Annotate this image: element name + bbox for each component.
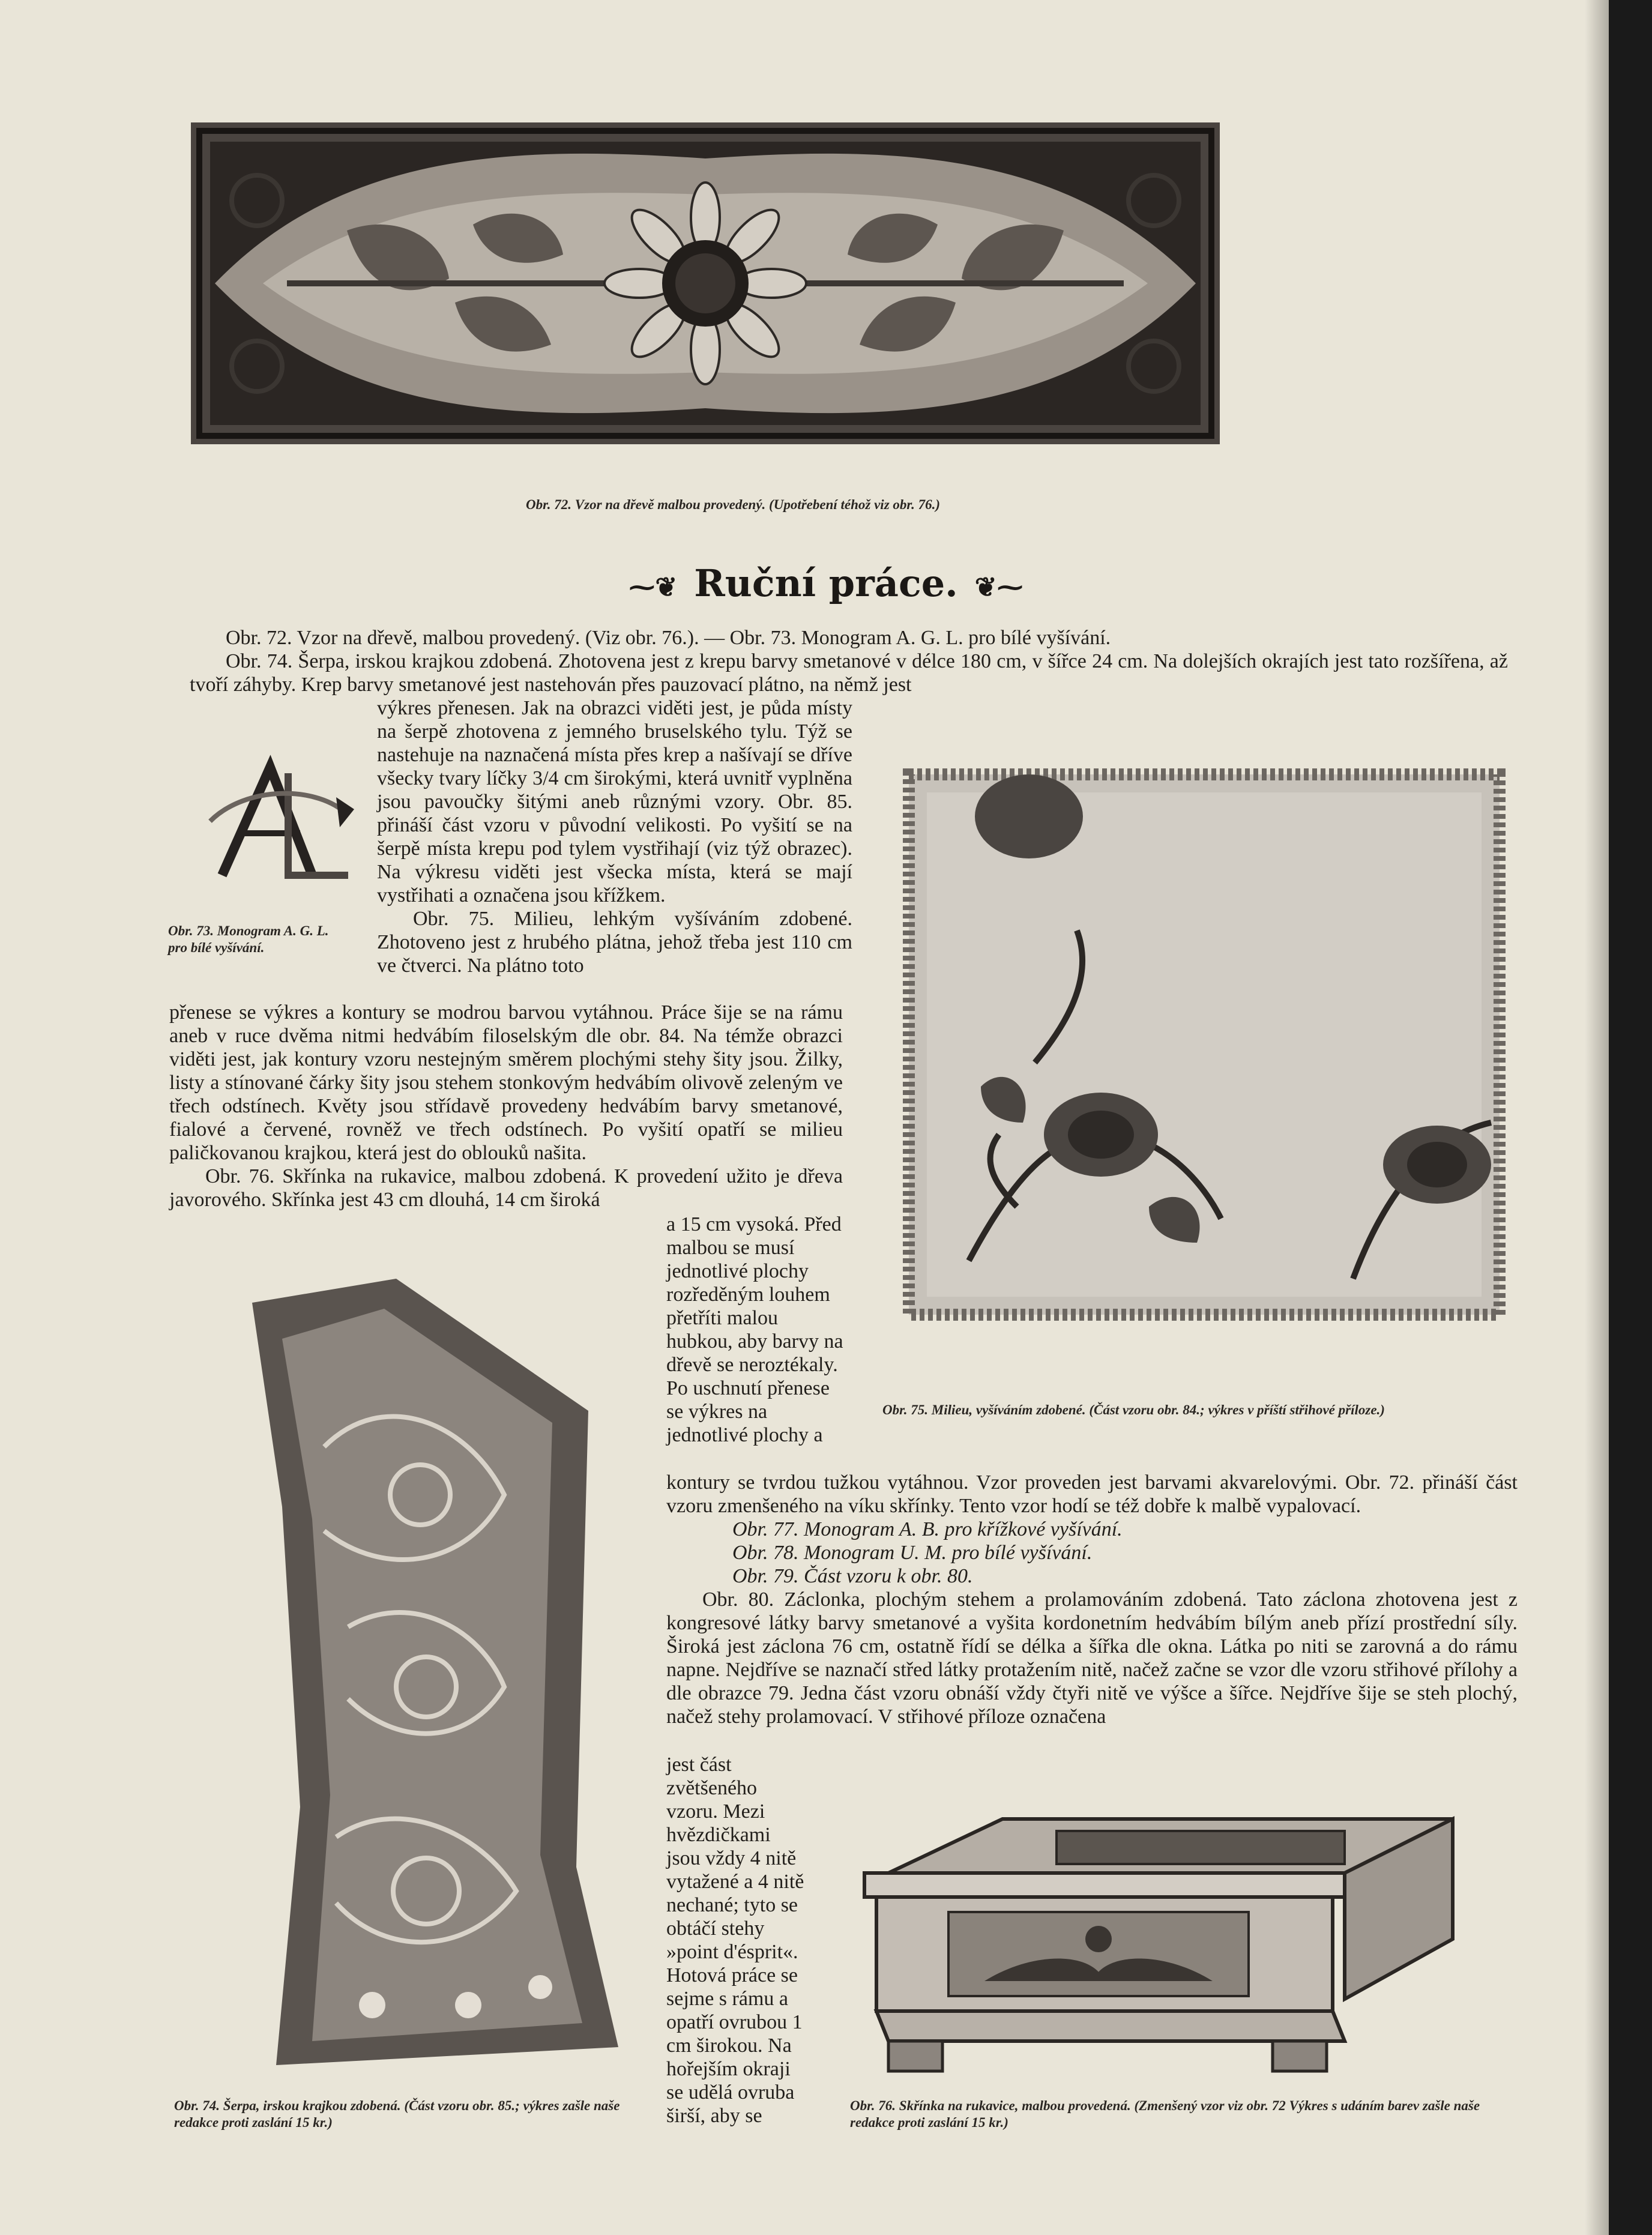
column-text-2 [169, 1001, 843, 1211]
intro-text [190, 626, 1508, 696]
paragraph-5: přenese se výkres a kontury se modrou barvou vytáhnou. Práce šije se na rámu aneb v ruce dvěma nitmi hedvábím filoselským dle obr. 84. Na témže obrazci viděti jest, jak kontury vzoru nestejným směrem plochými stehy šity jsou. Žilky, listy a stínované čárky šity jsou stehem stonkovým hedvábím olivově zeleným ve třech odstínech. Květy jsou střídavě provedeny hedvábím barvy smetanové, fialové a červené, rovněž ve třech odstínech. Po vyšití opatří se milieu paličkovanou krajkou, která jest do oblouků našita. [169, 1001, 843, 1164]
paragraph-3: výkres přenesen. Jak na obrazci viděti jest, je půda místy na šerpě zhotovena z jemného bruselského tylu. Týž se nastehuje na naznačená místa přes krep a našívají se dříve všecky tvary líčky 3/4 cm širokými, která uvnitř vyplněna jsou pavoučky šitými aneb různými vzory. Obr. 85. přináší část vzoru v původní velikosti. Po vyšití se na šerpě místa krepu pod tylem vystřihají (viz týž obrazec). Na výkresu viděti jest všecka místa, která se mají vystřihati a označena jsou křížkem. [377, 697, 852, 906]
paragraph-7: a 15 cm vysoká. Před malbou se musí jednotlivé plochy rozředěným louhem přetříti malou hubkou, aby barvy na dřevě se neroztékaly. Po uschnutí přenese se výkres na jednotlivé plochy a [666, 1213, 843, 1446]
monogram-agl-illustration [198, 749, 364, 893]
section-title-text: Ruční práce. [694, 561, 958, 605]
page-edge-dark [1609, 0, 1652, 2235]
figure-74-caption: Obr. 74. Šerpa, irskou krajkou zdobená. (Část vzoru obr. 85.; výkres zašle naše redakce proti zaslání 15 kr.) [174, 2098, 620, 2130]
glove-box-illustration [852, 1801, 1459, 2089]
figure-76-caption: Obr. 76. Skřínka na rukavice, malbou provedená. (Zmenšený vzor viz obr. 72 Výkres s udáním barev zašle naše redakce proti zaslání 15 kr.) [850, 2098, 1480, 2130]
narrow-column-text-2 [666, 1753, 808, 2128]
embroidered-milieu-illustration [897, 750, 1512, 1327]
sunflower-panel-illustration [191, 122, 1220, 444]
ornament-left-icon: ⁓❦ [629, 572, 678, 603]
paragraph-13: jest část zvětšeného vzoru. Mezi hvězdičkami jsou vždy 4 nitě vytažené a 4 nitě nechané; tyto se obtáčí stehy »point d'ésprit«. Hotová práce se sejme s rámu a opatří ovrubou 1 cm širokou. Na hořejším okraji se udělá ovruba širší, aby se [666, 1754, 804, 2127]
paragraph-11: Obr. 79. Část vzoru k obr. 80. [732, 1565, 973, 1587]
ornament-right-icon: ❦⁓ [974, 572, 1023, 603]
paragraph-12: Obr. 80. Záclonka, plochým stehem a prolamováním zdobená. Tato záclona zhotovena jest z kongresové látky barvy smetanové a vyšita kordonetním hedvábím bílým aneb přízí prostřední síly. Široká jest záclona 76 cm, ostatně řídí se délka a šířka dle okna. Látka po niti se zarovná a do rámu napne. Nejdříve se naznačí střed látky protažením nitě, načež začne se vzor dle vzoru střihové přílohy a dle obrazce 79. Jedna část vzoru obnáší vždy čtyři nitě ve výšce a šířce. Nejdříve šije se steh plochý, načež stehy prolamovací. V střihové příloze označena [666, 1588, 1518, 1728]
figure-72-caption: Obr. 72. Vzor na dřevě malbou provedený. (Upotřebení téhož viz obr. 76.) [526, 497, 940, 512]
figure-75-caption: Obr. 75. Milieu, vyšíváním zdobené. (Část vzoru obr. 84.; výkres v příští střihové příloze.) [882, 1402, 1385, 1417]
column-text-1 [377, 696, 852, 977]
column-text-3 [666, 1471, 1518, 1728]
lace-sash-illustration [228, 1267, 648, 2089]
paragraph-2: Obr. 74. Šerpa, irskou krajkou zdobená. Zhotovena jest z krepu barvy smetanové v délce 180 cm, v šířce 24 cm. Na dolejších okrajích jest tato rozšířena, až tvoří záhyby. Krep barvy smetanové jest nastehován přes pauzovací plátno, na němž jest [190, 650, 1508, 696]
paragraph-1: Obr. 72. Vzor na dřevě, malbou provedený. (Viz obr. 76.). — Obr. 73. Monogram A. G. L. pro bílé vyšívání. [226, 627, 1111, 649]
paragraph-10: Obr. 78. Monogram U. M. pro bílé vyšívání. [732, 1542, 1093, 1564]
figure-73-caption: Obr. 73. Monogram A. G. L. pro bílé vyšívání. [168, 923, 329, 955]
narrow-column-text-1 [666, 1213, 844, 1447]
paragraph-6: Obr. 76. Skřínka na rukavice, malbou zdobená. K provedení užito je dřeva javorového. Skřínka jest 43 cm dlouhá, 14 cm široká [169, 1165, 843, 1211]
paragraph-8: kontury se tvrdou tužkou vytáhnou. Vzor proveden jest barvami akvarelovými. Obr. 72. přináší část vzoru zmenšeného na víku skřínky. Tento vzor hodí se též dobře k malbě vypalovací. [666, 1471, 1518, 1517]
page-gutter-shadow [1585, 0, 1609, 2235]
paragraph-9: Obr. 77. Monogram A. B. pro křížkové vyšívání. [732, 1518, 1123, 1540]
section-title [0, 561, 1652, 605]
paragraph-4: Obr. 75. Milieu, lehkým vyšíváním zdobené. Zhotoveno jest z hrubého plátna, jehož třeba jest 110 cm ve čtverci. Na plátno toto [377, 908, 852, 977]
